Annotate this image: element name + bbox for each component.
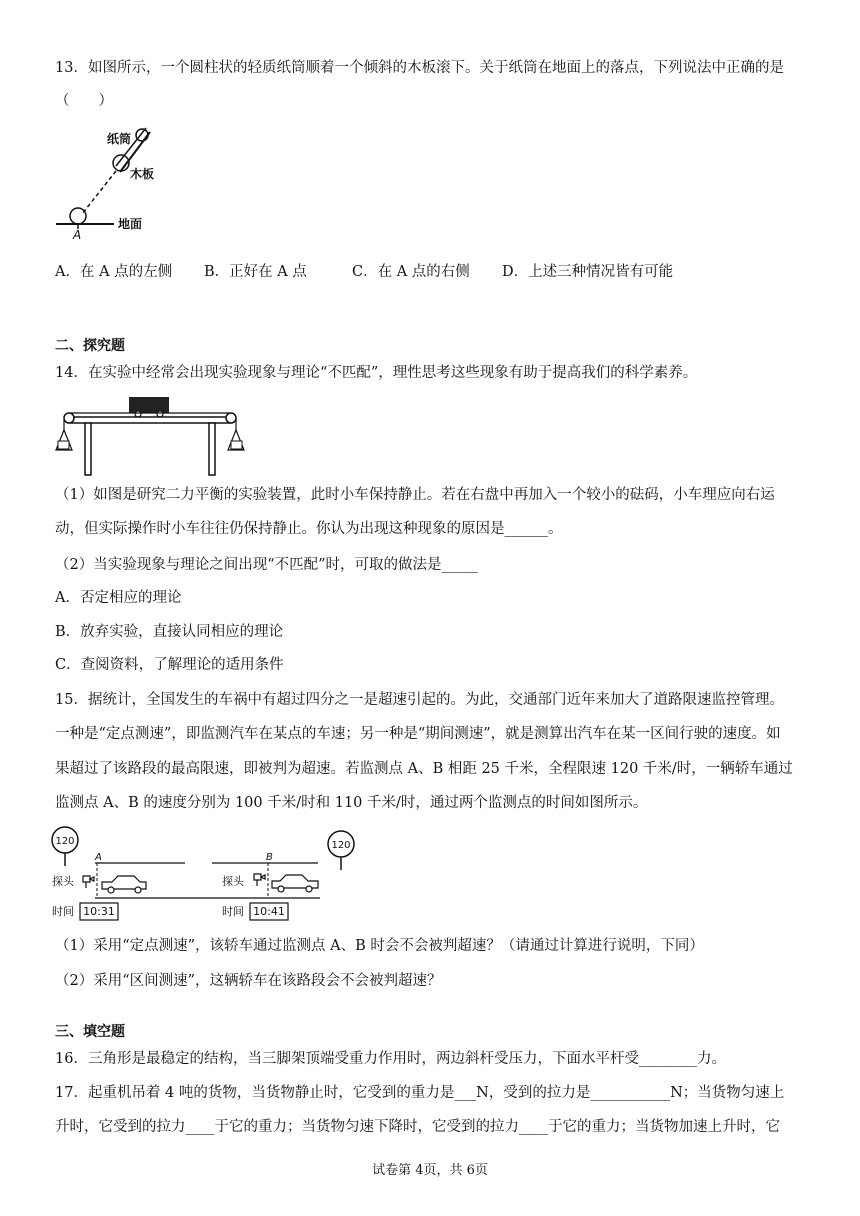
q14-option-a[interactable]: A．否定相应的理论 (55, 590, 182, 606)
q15-line3: 果超过了该路段的最高限速，即被判为超速。若监测点 A、B 相距 25 千米，全程限速 120 千米/时，一辆轿车通过 (55, 761, 793, 777)
camera-icon-a (83, 876, 94, 888)
q17-line2: 升时，它受到的拉力____于它的重力；当货物匀速下降时，它受到的拉力____于它的重力；当货物加速上升时，它 (55, 1119, 780, 1135)
q15-line4: 监测点 A、B 的速度分别为 100 千米/时和 110 千米/时，通过两个监测点的时间如图所示。 (55, 795, 648, 811)
label-tube: 纸筒 (107, 132, 132, 146)
tube-ground-circle (70, 208, 86, 224)
car-left-wheel-1 (108, 887, 114, 893)
tube-top-circle (136, 129, 148, 141)
time-label-b: 时间 (222, 905, 244, 918)
q15-part1: （1）采用“定点测速”，该轿车通过监测点 A、B 时会不会被判超速？（请通过计算进行说明，下同） (55, 938, 704, 954)
cart-body (129, 397, 169, 413)
q14-part1-line1: （1）如图是研究二力平衡的实验装置，此时小车保持静止。若在右盘中再加入一个较小的砝码，小车理应向右运 (55, 487, 775, 503)
q17-line1: 17．起重机吊着 4 吨的货物，当货物静止时，它受到的重力是___N，受到的拉力是___________N；当货物匀速上 (55, 1085, 785, 1101)
time-label-a: 时间 (52, 905, 74, 918)
label-point-a: A (73, 228, 82, 241)
q13-figure (54, 126, 164, 241)
q13-options (55, 262, 775, 282)
car-left-wheel-2 (135, 887, 141, 893)
car-right-wheel-1 (278, 886, 284, 892)
q15-line2: 一种是“定点测速”，即监测汽车在某点的车速；另一种是“期间测速”，就是测算出汽车在某一区间行驶的速度。如 (55, 726, 781, 742)
speed-sign-right-text: 120 (331, 840, 351, 851)
pulley-right (226, 413, 236, 423)
weight-left (58, 441, 69, 449)
label-point-a: A (95, 852, 102, 863)
q14-option-b[interactable]: B．放弃实验，直接认同相应的理论 (55, 624, 284, 640)
car-icon-right (272, 875, 318, 888)
q16-text: 16．三角形是最稳定的结构，当三脚架顶端受重力作用时，两边斜杆受压力，下面水平杆受________力。 (55, 1051, 726, 1067)
q14-option-c[interactable]: C．查阅资料，了解理论的适用条件 (55, 657, 284, 673)
pulley-left (64, 413, 74, 423)
table-top (71, 417, 229, 423)
time-value-b: 10:41 (253, 905, 285, 918)
camera-icon-b (254, 874, 265, 886)
section-title-fill-blank: 三、填空题 (55, 1024, 125, 1040)
q15-line1: 15．据统计，全国发生的车祸中有超过四分之一是超速引起的。为此，交通部门近年来加大了道路限速监控管理。 (55, 692, 784, 708)
cart-wheel-right (157, 411, 163, 417)
label-point-b: B (266, 852, 273, 863)
q13-option-c[interactable]: C．在 A 点的右侧 (352, 264, 470, 280)
fall-path-dashed (82, 171, 116, 214)
q15-part2: （2）采用“区间测速”，这辆轿车在该路段会不会被判超速？ (55, 973, 442, 989)
car-right-wheel-2 (306, 886, 312, 892)
q14-stem: 14．在实验中经常会出现实验现象与理论“不匹配”，理性思考这些现象有助于提高我们的科学素养。 (55, 365, 698, 381)
table-leg-left (85, 423, 91, 475)
q14-part2: （2）当实验现象与理论之间出现“不匹配”时，可取的做法是_____ (55, 557, 478, 573)
q13-option-b[interactable]: B．正好在 A 点 (204, 264, 307, 280)
page-footer: 试卷第 4页，共 6页 (372, 1163, 488, 1178)
table-leg-right (209, 423, 215, 475)
q14-figure (55, 394, 245, 478)
speed-sign-left-text: 120 (55, 836, 75, 847)
section-title-inquiry: 二、探究题 (55, 338, 125, 354)
time-value-a: 10:31 (83, 905, 115, 918)
q13-stem: 13．如图所示，一个圆柱状的轻质纸筒顺着一个倾斜的木板滚下。关于纸筒在地面上的落点，下列说法中正确的是 (55, 60, 784, 76)
q15-figure (50, 824, 360, 924)
label-ground: 地面 (118, 217, 143, 231)
q13-answer-bracket: （ ） (55, 93, 113, 109)
q14-part1-line2: 动，但实际操作时小车往往仍保持静止。你认为出现这种现象的原因是______。 (55, 521, 563, 537)
q13-option-a[interactable]: A．在 A 点的左侧 (55, 264, 173, 280)
cart-wheel-left (135, 411, 141, 417)
probe-label-a: 探头 (52, 875, 74, 888)
label-board: 木板 (130, 167, 155, 181)
q13-option-d[interactable]: D．上述三种情况皆有可能 (502, 264, 674, 280)
weight-right (231, 441, 242, 449)
probe-label-b: 探头 (222, 875, 244, 888)
